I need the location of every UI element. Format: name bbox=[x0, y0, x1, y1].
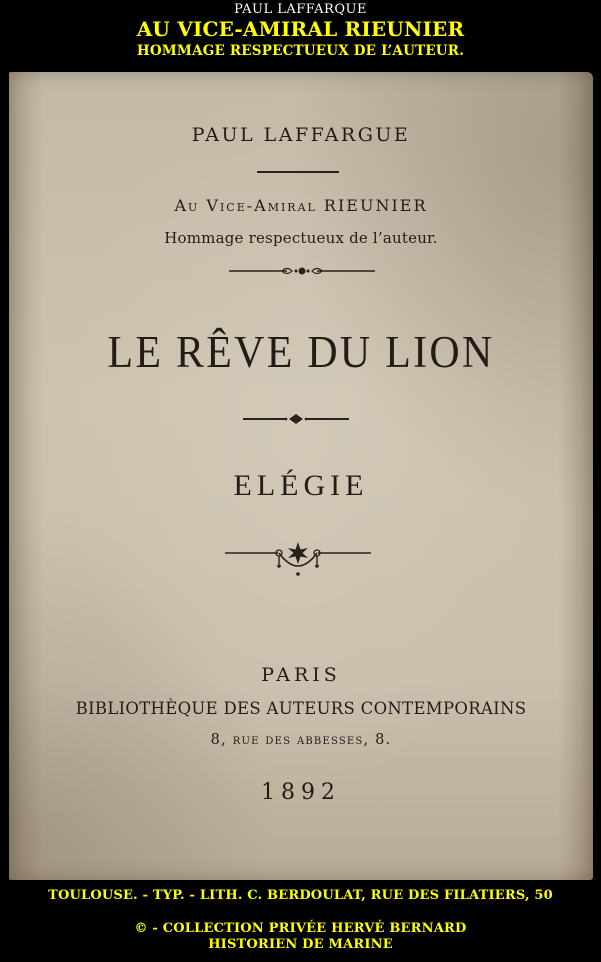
caption-hommage: HOMMAGE RESPECTUEUX DE L’AUTEUR. bbox=[136, 43, 465, 59]
cover-subtitle: ELÉGIE bbox=[233, 469, 369, 502]
author-rule bbox=[257, 171, 339, 173]
cover-address: 8, rue des abbesses, 8. bbox=[210, 732, 392, 748]
cover-hommage: Hommage respectueux de l’auteur. bbox=[164, 229, 438, 247]
cover-author: PAUL LAFFARGUE bbox=[191, 124, 411, 146]
book-cover bbox=[9, 72, 593, 880]
cover-year: 1892 bbox=[261, 780, 341, 805]
cover-dedication: Au Vice-Amiral RIEUNIER bbox=[174, 196, 428, 215]
caption-collection: © - COLLECTION PRIVÉE HERVÉ BERNARD bbox=[134, 921, 467, 936]
star-garland-ornament bbox=[223, 540, 373, 580]
small-flourish-ornament bbox=[227, 264, 377, 278]
cover-city: PARIS bbox=[261, 664, 341, 686]
caption-historian: HISTORIEN DE MARINE bbox=[208, 937, 393, 952]
center-diamond-rule bbox=[241, 413, 351, 425]
cover-title: LE RÊVE DU LION bbox=[107, 327, 495, 377]
caption-dedication: AU VICE-AMIRAL RIEUNIER bbox=[136, 17, 465, 41]
cover-publisher: BIBLIOTHÈQUE DES AUTEURS CONTEMPORAINS bbox=[75, 699, 527, 718]
caption-printer: TOULOUSE. - TYP. - LITH. C. BERDOULAT, RUE DES FILATIERS, 50 bbox=[48, 888, 553, 903]
caption-author: PAUL LAFFARQUE bbox=[234, 2, 367, 17]
